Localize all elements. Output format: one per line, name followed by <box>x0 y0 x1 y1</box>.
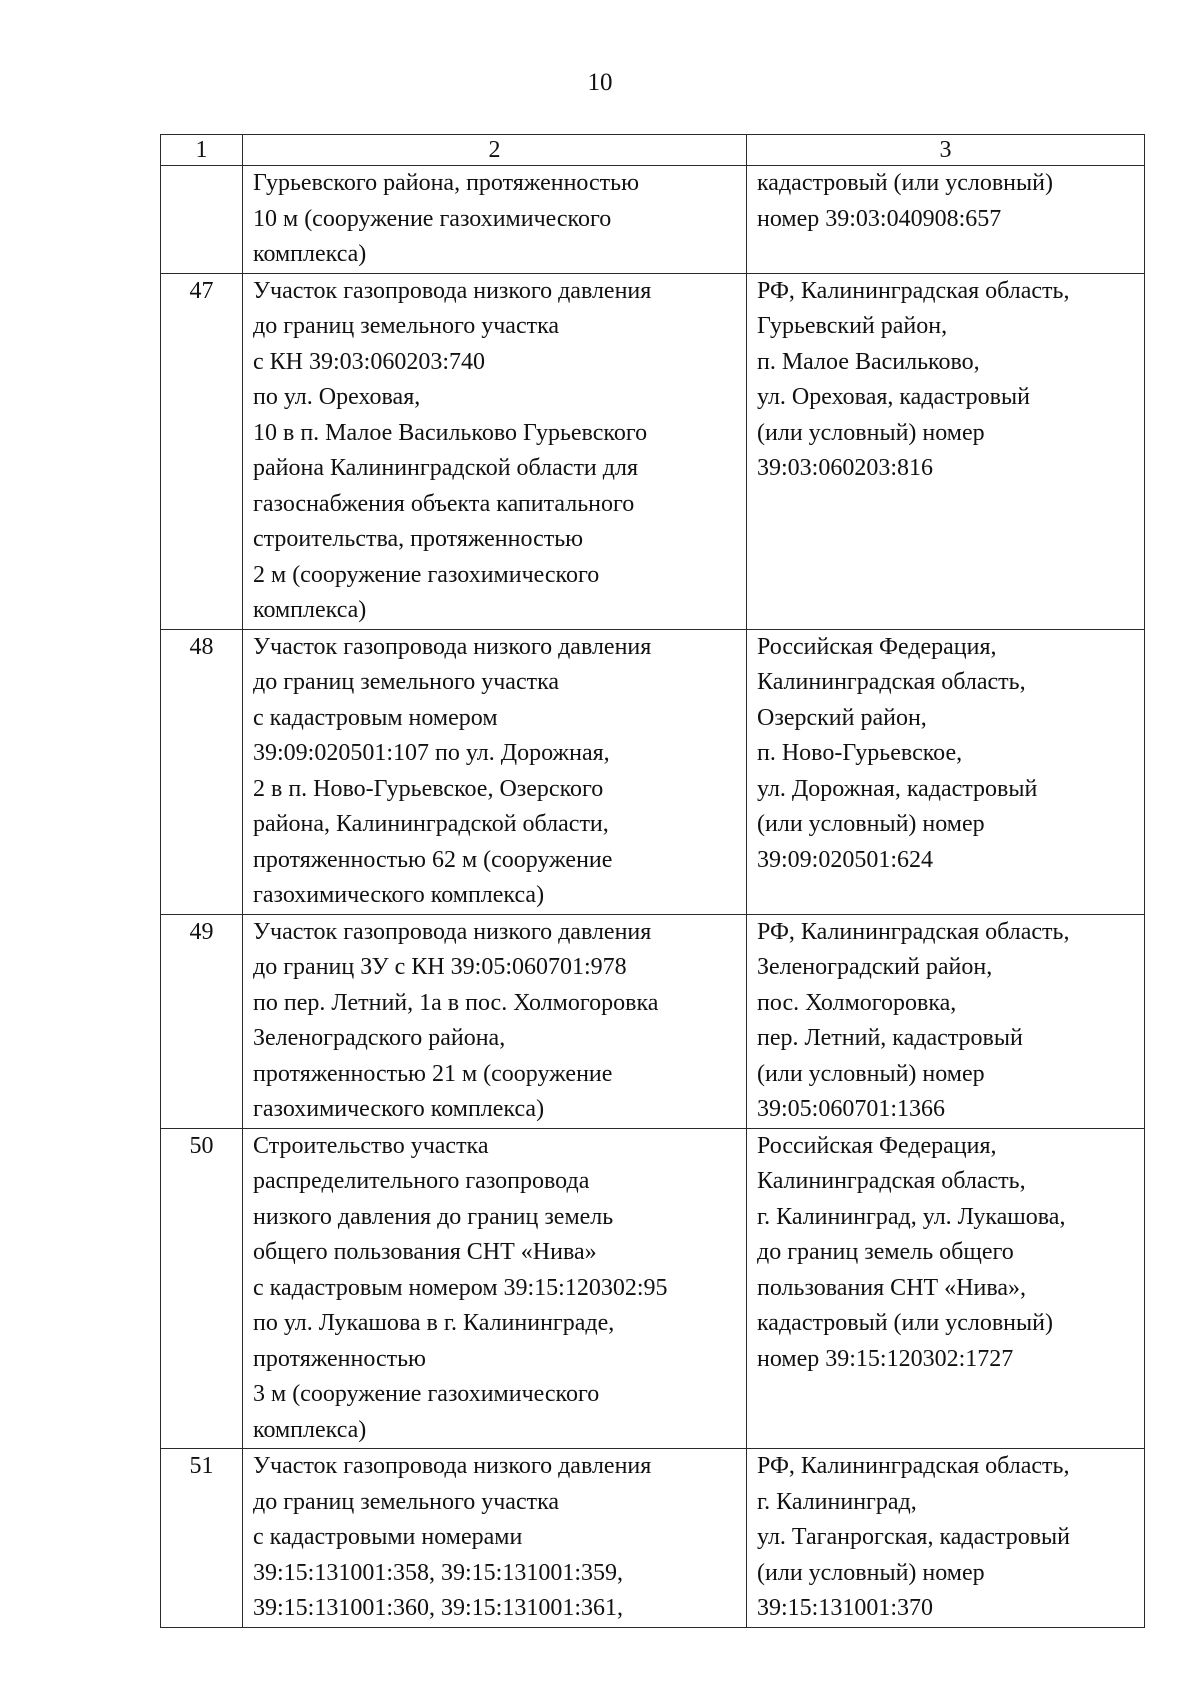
row-description: Участок газопровода низкого давления до границ земельного участка с КН 39:03:060203:740 по ул. Ореховая, 10 в п. Малое Васильково Гурьевского района Калининградской области для газоснабжения объекта капитального строительства, протяженностью 2 м (сооружение газохимического комплекса) <box>243 273 747 629</box>
row-location: РФ, Калининградская область, г. Калининград, ул. Таганрогская, кадастровый (или условный) номер 39:15:131001:370 <box>747 1449 1145 1628</box>
row-number: 47 <box>161 273 243 629</box>
table-row <box>161 629 1145 914</box>
row-location: кадастровый (или условный) номер 39:03:040908:657 <box>747 166 1145 274</box>
row-location: РФ, Калининградская область, Гурьевский район, п. Малое Васильково, ул. Ореховая, кадастровый (или условный) номер 39:03:060203:816 <box>747 273 1145 629</box>
column-header-number: 1 <box>161 135 243 166</box>
table-header-row <box>161 135 1145 166</box>
page-number: 10 <box>587 69 613 96</box>
row-number <box>161 166 243 274</box>
table-row <box>161 1449 1145 1628</box>
row-description: Участок газопровода низкого давления до границ ЗУ с КН 39:05:060701:978 по пер. Летний, 1а в пос. Холмогоровка Зеленоградского района, протяженностью 21 м (сооружение газохимического комплекса) <box>243 914 747 1128</box>
row-number: 50 <box>161 1128 243 1449</box>
row-number: 49 <box>161 914 243 1128</box>
row-description: Участок газопровода низкого давления до границ земельного участка с кадастровым номером 39:09:020501:107 по ул. Дорожная, 2 в п. Ново-Гурьевское, Озерского района, Калининградской области, протяженностью 62 м (сооружение газохимического комплекса) <box>243 629 747 914</box>
row-location: РФ, Калининградская область, Зеленоградский район, пос. Холмогоровка, пер. Летний, кадастровый (или условный) номер 39:05:060701:1366 <box>747 914 1145 1128</box>
row-number: 48 <box>161 629 243 914</box>
table-row <box>161 914 1145 1128</box>
row-description: Участок газопровода низкого давления до границ земельного участка с кадастровыми номерами 39:15:131001:358, 39:15:131001:359, 39:15:131001:360, 39:15:131001:361, <box>243 1449 747 1628</box>
objects-table <box>160 134 1145 1628</box>
row-location: Российская Федерация, Калининградская область, г. Калининград, ул. Лукашова, до границ земель общего пользования СНТ «Нива», кадастровый (или условный) номер 39:15:120302:1727 <box>747 1128 1145 1449</box>
table-row <box>161 1128 1145 1449</box>
row-location: Российская Федерация, Калининградская область, Озерский район, п. Ново-Гурьевское, ул. Дорожная, кадастровый (или условный) номер 39:09:020501:624 <box>747 629 1145 914</box>
row-description: Гурьевского района, протяженностью 10 м (сооружение газохимического комплекса) <box>243 166 747 274</box>
table-row <box>161 273 1145 629</box>
row-description: Строительство участка распределительного газопровода низкого давления до границ земель общего пользования СНТ «Нива» с кадастровым номером 39:15:120302:95 по ул. Лукашова в г. Калининграде, протяженностью 3 м (сооружение газохимического комплекса) <box>243 1128 747 1449</box>
column-header-location: 3 <box>747 135 1145 166</box>
row-number: 51 <box>161 1449 243 1628</box>
column-header-description: 2 <box>243 135 747 166</box>
table-row <box>161 166 1145 274</box>
